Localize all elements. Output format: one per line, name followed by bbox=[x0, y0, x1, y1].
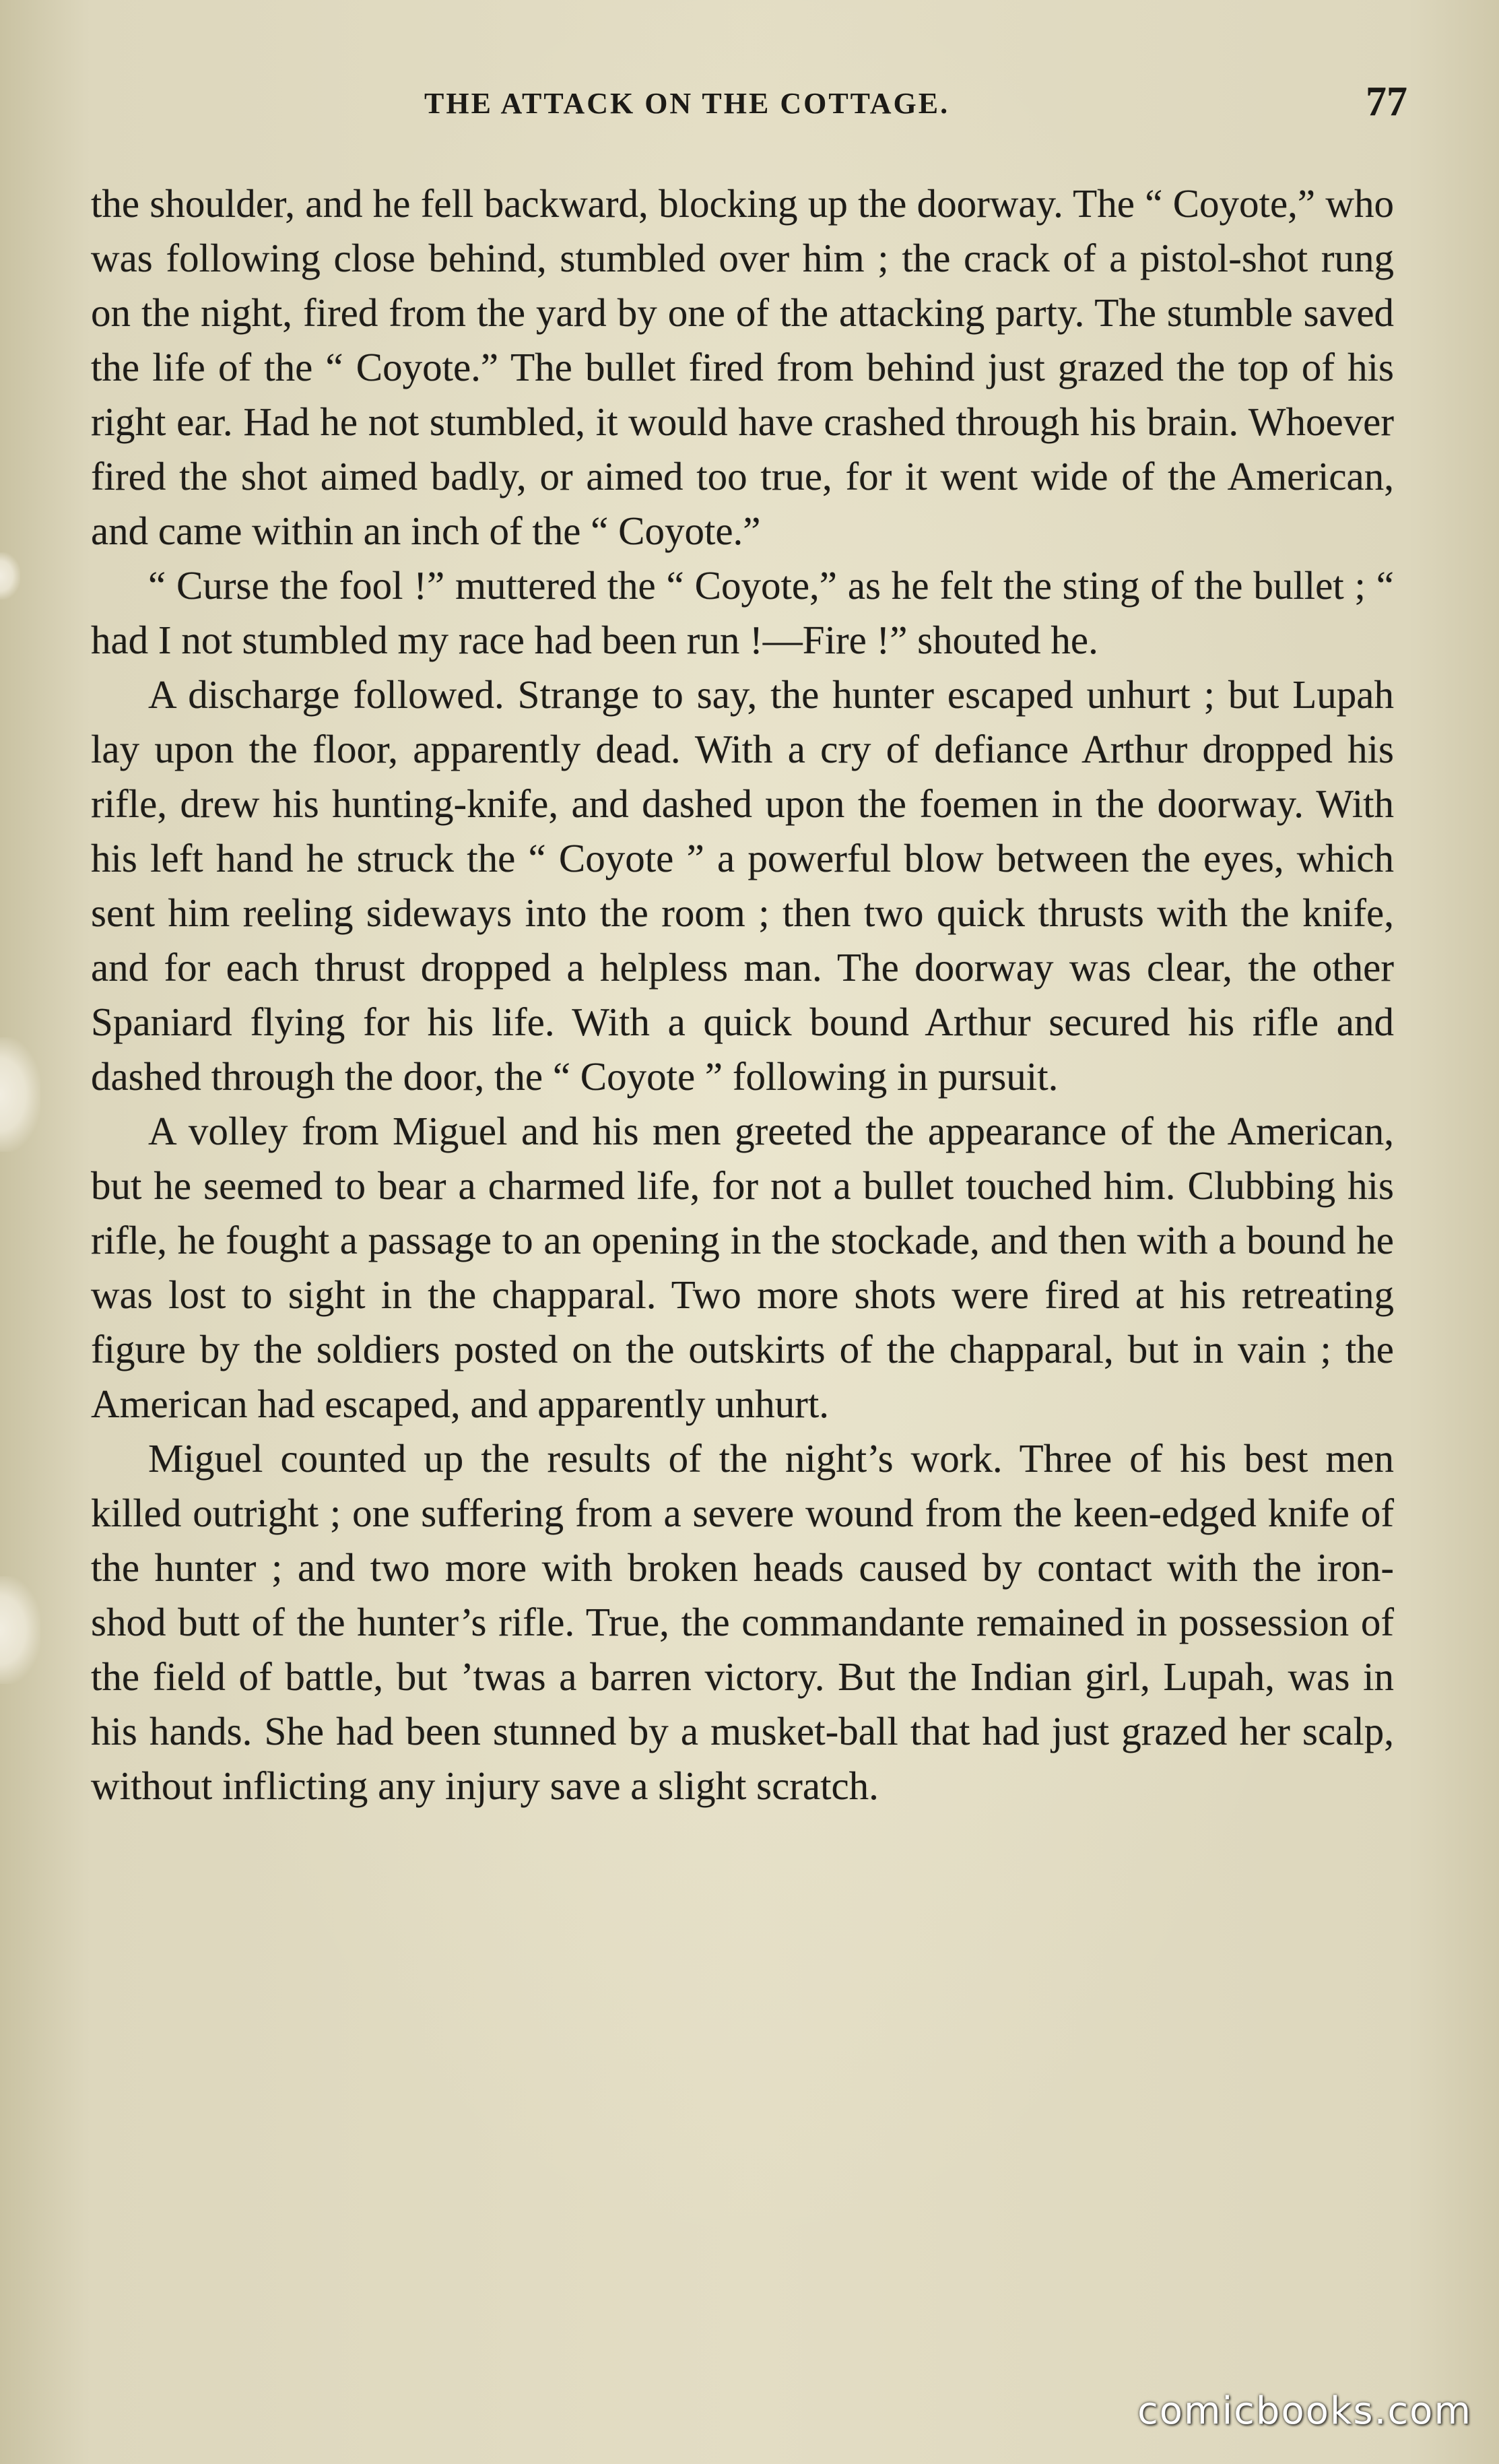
paragraph: Miguel counted up the results of the night’s work. Three of his best men killed outright ; one suffering from a severe wound from the keen-edged knife of the hunter ; and two more with broken heads caused by contact with the iron-shod butt of the hunter’s rifle. True, the commandante remained in possession of the field of battle, but ’twas a barren victory. But the Indian girl, Lupah, was in his hands. She had been stunned by a musket-ball that had just grazed her scalp, without inflicting any injury save a slight scratch. bbox=[91, 1436, 1394, 1808]
paragraph: the shoulder, and he fell backward, blocking up the doorway. The “ Coyote,” who was following close behind, stumbled over him ; the crack of a pistol-shot rung on the night, fired from the yard by one of the attacking party. The stumble saved the life of the “ Coyote.” The bullet fired from behind just grazed the top of his right ear. Had he not stumbled, it would have crashed through his brain. Whoever fired the shot aimed badly, or aimed too true, for it went wide of the American, and came within an inch of the “ Coyote.” bbox=[91, 181, 1394, 553]
page-edge-wear bbox=[0, 552, 20, 599]
page-edge-wear bbox=[0, 1576, 40, 1684]
page-number: 77 bbox=[1366, 79, 1407, 125]
watermark: comicbooks.com bbox=[1137, 2389, 1472, 2433]
page-edge-wear bbox=[0, 1037, 40, 1152]
body-text bbox=[91, 176, 1394, 1813]
paragraph: A volley from Miguel and his men greeted the appearance of the American, but he seemed to bear a charmed life, for not a bullet touched him. Clubbing his rifle, he fought a passage to an opening in the stockade, and then with a bound he was lost to sight in the chapparal. Two more shots were fired at his retreating figure by the soldiers posted on the outskirts of the chapparal, but in vain ; the American had escaped, and apparently unhurt. bbox=[91, 1109, 1394, 1426]
paragraph: A discharge followed. Strange to say, the hunter escaped unhurt ; but Lupah lay upon the floor, apparently dead. With a cry of defiance Arthur dropped his rifle, drew his hunting-knife, and dashed upon the foemen in the doorway. With his left hand he struck the “ Coyote ” a powerful blow between the eyes, which sent him reeling sideways into the room ; then two quick thrusts with the knife, and for each thrust dropped a helpless man. The doorway was clear, the other Spaniard flying for his life. With a quick bound Arthur secured his rifle and dashed through the door, the “ Coyote ” following in pursuit. bbox=[91, 672, 1394, 1099]
running-head: THE ATTACK ON THE COTTAGE. bbox=[424, 87, 950, 120]
paragraph: “ Curse the fool !” muttered the “ Coyote,” as he felt the sting of the bullet ; “ had I not stumbled my race had been run !—Fire !” shouted he. bbox=[91, 563, 1394, 662]
page-header bbox=[88, 75, 1407, 129]
